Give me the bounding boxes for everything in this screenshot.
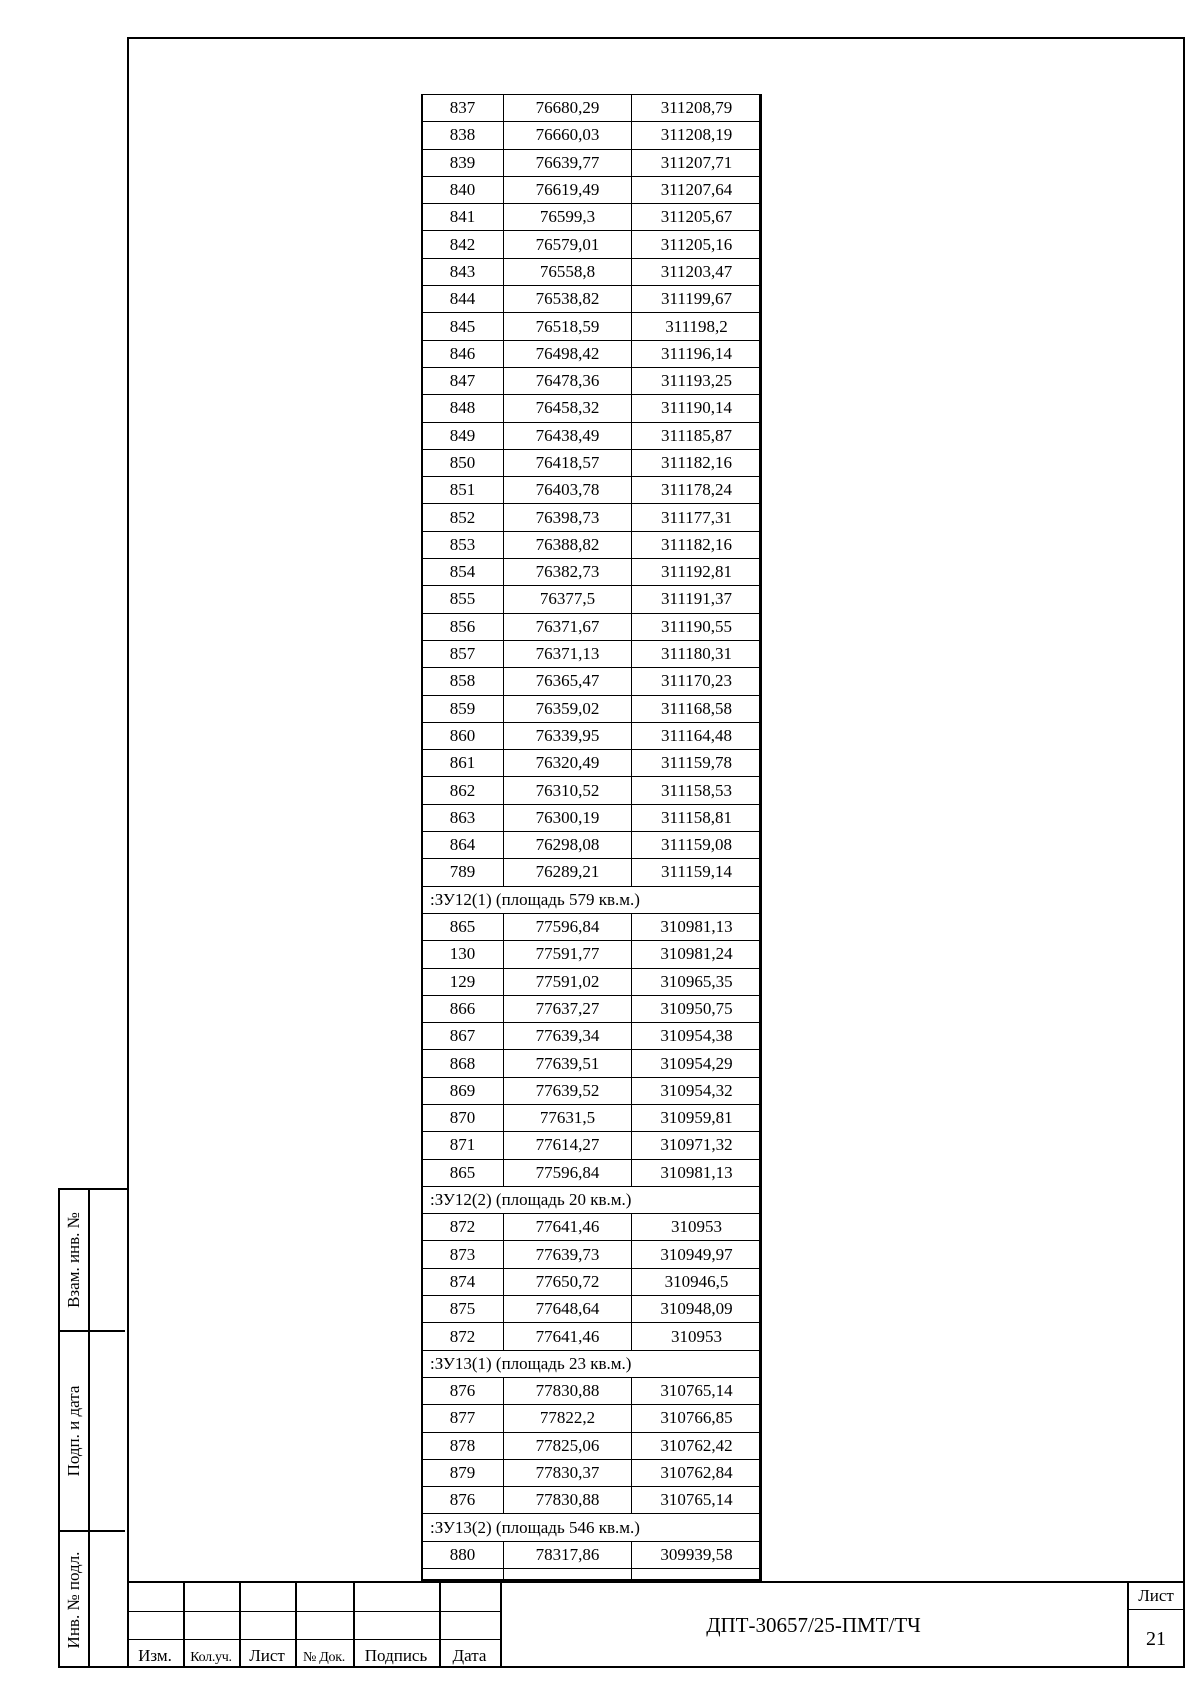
x-coordinate-cell: 76458,32 (504, 395, 632, 422)
y-coordinate-cell: 310981,24 (632, 941, 762, 968)
list-label: Лист (249, 1646, 285, 1665)
kol-uch-label: Кол.уч. (190, 1650, 232, 1665)
table-row (422, 340, 762, 367)
y-coordinate-cell: 311158,53 (632, 777, 762, 804)
x-coordinate-cell: 76298,08 (504, 832, 632, 859)
y-coordinate-cell: 310946,5 (632, 1268, 762, 1295)
empty-cell (632, 1569, 762, 1581)
revision-grid (127, 1583, 500, 1668)
data-label: Дата (452, 1646, 487, 1665)
table-row (422, 531, 762, 558)
section-label: :ЗУ12(1) (площадь 579 кв.м.) (422, 886, 762, 913)
table-row (422, 1023, 762, 1050)
x-coordinate-cell: 77591,77 (504, 941, 632, 968)
point-number-cell: 853 (422, 531, 504, 558)
point-number-cell: 855 (422, 586, 504, 613)
y-coordinate-cell: 309939,58 (632, 1541, 762, 1568)
point-number-cell: 854 (422, 559, 504, 586)
stamp-podp-data-label: Подп. и дата (64, 1385, 83, 1477)
table-row (422, 1159, 762, 1186)
point-number-cell: 844 (422, 286, 504, 313)
table-row (422, 367, 762, 394)
point-number-cell: 862 (422, 777, 504, 804)
table-row (422, 1050, 762, 1077)
table-row (422, 1241, 762, 1268)
x-coordinate-cell: 76538,82 (504, 286, 632, 313)
y-coordinate-cell: 311207,64 (632, 176, 762, 203)
point-number-cell: 875 (422, 1296, 504, 1323)
point-number-cell: 873 (422, 1241, 504, 1268)
y-coordinate-cell: 311196,14 (632, 340, 762, 367)
point-number-cell: 869 (422, 1077, 504, 1104)
table-row (422, 722, 762, 749)
table-row-continued (422, 1569, 762, 1581)
y-coordinate-cell: 311178,24 (632, 477, 762, 504)
point-number-cell: 861 (422, 750, 504, 777)
point-number-cell: 840 (422, 176, 504, 203)
table-row (422, 859, 762, 886)
stamp-inv-podl-row (60, 1532, 125, 1668)
point-number-cell: 867 (422, 1023, 504, 1050)
stamp-podp-data-row (60, 1332, 125, 1532)
x-coordinate-cell: 77614,27 (504, 1132, 632, 1159)
coordinates-table (421, 94, 762, 1581)
x-coordinate-cell: 76310,52 (504, 777, 632, 804)
point-number-cell: 846 (422, 340, 504, 367)
y-coordinate-cell: 311180,31 (632, 640, 762, 667)
point-number-cell: 863 (422, 804, 504, 831)
table-row (422, 995, 762, 1022)
point-number-cell: 859 (422, 695, 504, 722)
point-number-cell: 865 (422, 1159, 504, 1186)
section-row (422, 886, 762, 913)
point-number-cell: 848 (422, 395, 504, 422)
y-coordinate-cell: 311190,55 (632, 613, 762, 640)
podpis-label: Подпись (364, 1646, 428, 1665)
point-number-cell: 129 (422, 968, 504, 995)
x-coordinate-cell: 76371,67 (504, 613, 632, 640)
point-number-cell: 866 (422, 995, 504, 1022)
y-coordinate-cell: 311159,08 (632, 832, 762, 859)
y-coordinate-cell: 310954,32 (632, 1077, 762, 1104)
table-row (422, 1268, 762, 1295)
y-coordinate-cell: 311208,19 (632, 122, 762, 149)
y-coordinate-cell: 310950,75 (632, 995, 762, 1022)
y-coordinate-cell: 311191,37 (632, 586, 762, 613)
y-coordinate-cell: 311185,87 (632, 422, 762, 449)
section-row (422, 1186, 762, 1213)
table-row (422, 422, 762, 449)
y-coordinate-cell: 310965,35 (632, 968, 762, 995)
point-number-cell: 871 (422, 1132, 504, 1159)
point-number-cell: 876 (422, 1377, 504, 1404)
table-row (422, 804, 762, 831)
x-coordinate-cell: 77639,51 (504, 1050, 632, 1077)
point-number-cell: 872 (422, 1214, 504, 1241)
table-row (422, 231, 762, 258)
x-coordinate-cell: 77596,84 (504, 913, 632, 940)
table-row (422, 477, 762, 504)
x-coordinate-cell: 77639,34 (504, 1023, 632, 1050)
x-coordinate-cell: 77639,73 (504, 1241, 632, 1268)
section-row (422, 1514, 762, 1541)
x-coordinate-cell: 76339,95 (504, 722, 632, 749)
point-number-cell: 864 (422, 832, 504, 859)
x-coordinate-cell: 77596,84 (504, 1159, 632, 1186)
table-row (422, 613, 762, 640)
table-row (422, 504, 762, 531)
stamp-inv-podl-label: Инв. № подл. (64, 1551, 83, 1649)
x-coordinate-cell: 77639,52 (504, 1077, 632, 1104)
point-number-cell: 860 (422, 722, 504, 749)
x-coordinate-cell: 77825,06 (504, 1432, 632, 1459)
sheet-box (1127, 1583, 1183, 1668)
y-coordinate-cell: 310954,38 (632, 1023, 762, 1050)
point-number-cell: 841 (422, 204, 504, 231)
point-number-cell: 872 (422, 1323, 504, 1350)
y-coordinate-cell: 310765,14 (632, 1377, 762, 1404)
point-number-cell: 849 (422, 422, 504, 449)
izm-label: Изм. (138, 1646, 172, 1665)
point-number-cell: 868 (422, 1050, 504, 1077)
x-coordinate-cell: 76639,77 (504, 149, 632, 176)
table-row (422, 95, 762, 122)
x-coordinate-cell: 76382,73 (504, 559, 632, 586)
x-coordinate-cell: 77637,27 (504, 995, 632, 1022)
table-row (422, 559, 762, 586)
x-coordinate-cell: 76680,29 (504, 95, 632, 122)
y-coordinate-cell: 311190,14 (632, 395, 762, 422)
table-row (422, 695, 762, 722)
x-coordinate-cell: 77641,46 (504, 1323, 632, 1350)
table-row (422, 1432, 762, 1459)
x-coordinate-cell: 76359,02 (504, 695, 632, 722)
y-coordinate-cell: 311207,71 (632, 149, 762, 176)
point-number-cell: 858 (422, 668, 504, 695)
y-coordinate-cell: 311168,58 (632, 695, 762, 722)
table-row (422, 1104, 762, 1131)
x-coordinate-cell: 76599,3 (504, 204, 632, 231)
y-coordinate-cell: 310959,81 (632, 1104, 762, 1131)
y-coordinate-cell: 311192,81 (632, 559, 762, 586)
point-number-cell: 837 (422, 95, 504, 122)
x-coordinate-cell: 76418,57 (504, 449, 632, 476)
y-coordinate-cell: 310762,42 (632, 1432, 762, 1459)
table-row (422, 586, 762, 613)
x-coordinate-cell: 77591,02 (504, 968, 632, 995)
point-number-cell: 856 (422, 613, 504, 640)
point-number-cell: 879 (422, 1459, 504, 1486)
sheet-number: 21 (1146, 1627, 1166, 1650)
x-coordinate-cell: 77631,5 (504, 1104, 632, 1131)
table-row (422, 832, 762, 859)
x-coordinate-cell: 76438,49 (504, 422, 632, 449)
table-row (422, 1459, 762, 1486)
x-coordinate-cell: 76377,5 (504, 586, 632, 613)
point-number-cell: 839 (422, 149, 504, 176)
point-number-cell: 878 (422, 1432, 504, 1459)
x-coordinate-cell: 76619,49 (504, 176, 632, 203)
x-coordinate-cell: 76660,03 (504, 122, 632, 149)
y-coordinate-cell: 311199,67 (632, 286, 762, 313)
y-coordinate-cell: 310765,14 (632, 1487, 762, 1514)
y-coordinate-cell: 310981,13 (632, 1159, 762, 1186)
point-number-cell: 843 (422, 258, 504, 285)
table-row (422, 968, 762, 995)
section-row (422, 1350, 762, 1377)
table-row (422, 640, 762, 667)
x-coordinate-cell: 76403,78 (504, 477, 632, 504)
point-number-cell: 876 (422, 1487, 504, 1514)
x-coordinate-cell: 76579,01 (504, 231, 632, 258)
point-number-cell: 842 (422, 231, 504, 258)
sheet-label: Лист (1129, 1583, 1183, 1610)
y-coordinate-cell: 311159,14 (632, 859, 762, 886)
x-coordinate-cell: 76320,49 (504, 750, 632, 777)
table-row (422, 258, 762, 285)
y-coordinate-cell: 310949,97 (632, 1241, 762, 1268)
table-row (422, 395, 762, 422)
y-coordinate-cell: 311208,79 (632, 95, 762, 122)
table-row (422, 1077, 762, 1104)
x-coordinate-cell: 77830,88 (504, 1487, 632, 1514)
point-number-cell: 850 (422, 449, 504, 476)
y-coordinate-cell: 311203,47 (632, 258, 762, 285)
y-coordinate-cell: 310948,09 (632, 1296, 762, 1323)
point-number-cell: 857 (422, 640, 504, 667)
table-row (422, 449, 762, 476)
point-number-cell: 845 (422, 313, 504, 340)
left-margin-stamp (58, 1188, 127, 1668)
point-number-cell: 870 (422, 1104, 504, 1131)
x-coordinate-cell: 76365,47 (504, 668, 632, 695)
y-coordinate-cell: 311182,16 (632, 449, 762, 476)
x-coordinate-cell: 76558,8 (504, 258, 632, 285)
y-coordinate-cell: 311182,16 (632, 531, 762, 558)
x-coordinate-cell: 76300,19 (504, 804, 632, 831)
empty-cell (422, 1569, 504, 1581)
x-coordinate-cell: 77648,64 (504, 1296, 632, 1323)
x-coordinate-cell: 76518,59 (504, 313, 632, 340)
x-coordinate-cell: 76478,36 (504, 367, 632, 394)
point-number-cell: 865 (422, 913, 504, 940)
y-coordinate-cell: 310766,85 (632, 1405, 762, 1432)
y-coordinate-cell: 310953 (632, 1214, 762, 1241)
point-number-cell: 130 (422, 941, 504, 968)
table-row (422, 149, 762, 176)
point-number-cell: 877 (422, 1405, 504, 1432)
x-coordinate-cell: 76398,73 (504, 504, 632, 531)
x-coordinate-cell: 77822,2 (504, 1405, 632, 1432)
x-coordinate-cell: 77830,37 (504, 1459, 632, 1486)
table-row (422, 1405, 762, 1432)
y-coordinate-cell: 311205,67 (632, 204, 762, 231)
y-coordinate-cell: 311158,81 (632, 804, 762, 831)
stamp-zam-inv-row (60, 1190, 125, 1332)
table-row (422, 1541, 762, 1568)
table-row (422, 313, 762, 340)
table-row (422, 1214, 762, 1241)
y-coordinate-cell: 310954,29 (632, 1050, 762, 1077)
document-code: ДПТ-30657/25-ПМТ/ТЧ (706, 1613, 921, 1637)
y-coordinate-cell: 311205,16 (632, 231, 762, 258)
section-label: :ЗУ13(1) (площадь 23 кв.м.) (422, 1350, 762, 1377)
y-coordinate-cell: 310971,32 (632, 1132, 762, 1159)
point-number-cell: 851 (422, 477, 504, 504)
table-row (422, 1487, 762, 1514)
point-number-cell: 874 (422, 1268, 504, 1295)
table-row (422, 750, 762, 777)
table-row (422, 941, 762, 968)
section-label: :ЗУ12(2) (площадь 20 кв.м.) (422, 1186, 762, 1213)
title-block (127, 1581, 1185, 1668)
table-row (422, 286, 762, 313)
point-number-cell: 838 (422, 122, 504, 149)
table-row (422, 1132, 762, 1159)
table-row (422, 1377, 762, 1404)
y-coordinate-cell: 311170,23 (632, 668, 762, 695)
table-row (422, 913, 762, 940)
n-dok-label: № Док. (303, 1650, 345, 1665)
table-row (422, 668, 762, 695)
table-row (422, 777, 762, 804)
stamp-zam-inv-label: Взам. инв. № (64, 1212, 83, 1308)
point-number-cell: 847 (422, 367, 504, 394)
empty-cell (504, 1569, 632, 1581)
x-coordinate-cell: 76498,42 (504, 340, 632, 367)
point-number-cell: 852 (422, 504, 504, 531)
table-row (422, 1323, 762, 1350)
x-coordinate-cell: 76371,13 (504, 640, 632, 667)
y-coordinate-cell: 311193,25 (632, 367, 762, 394)
y-coordinate-cell: 311159,78 (632, 750, 762, 777)
x-coordinate-cell: 78317,86 (504, 1541, 632, 1568)
x-coordinate-cell: 77641,46 (504, 1214, 632, 1241)
table-row (422, 204, 762, 231)
section-label: :ЗУ13(2) (площадь 546 кв.м.) (422, 1514, 762, 1541)
point-number-cell: 880 (422, 1541, 504, 1568)
x-coordinate-cell: 77650,72 (504, 1268, 632, 1295)
x-coordinate-cell: 76289,21 (504, 859, 632, 886)
y-coordinate-cell: 311177,31 (632, 504, 762, 531)
y-coordinate-cell: 311198,2 (632, 313, 762, 340)
table-row (422, 176, 762, 203)
y-coordinate-cell: 310762,84 (632, 1459, 762, 1486)
x-coordinate-cell: 76388,82 (504, 531, 632, 558)
table-row (422, 1296, 762, 1323)
y-coordinate-cell: 310953 (632, 1323, 762, 1350)
point-number-cell: 789 (422, 859, 504, 886)
y-coordinate-cell: 310981,13 (632, 913, 762, 940)
table-row (422, 122, 762, 149)
x-coordinate-cell: 77830,88 (504, 1377, 632, 1404)
y-coordinate-cell: 311164,48 (632, 722, 762, 749)
